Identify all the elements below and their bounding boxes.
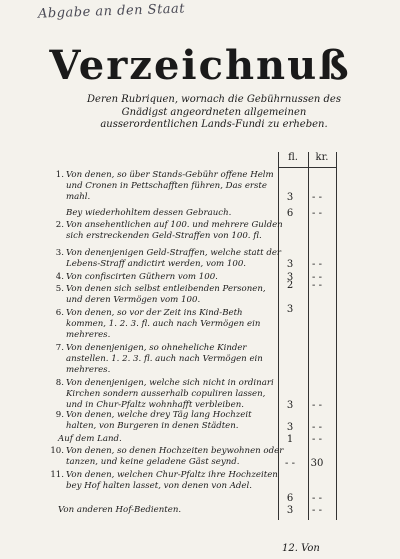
- item-number: 7.: [55, 343, 64, 353]
- item-fl: 2: [286, 280, 294, 291]
- item-number: 8.: [55, 378, 64, 388]
- item-text: Von denenjenigen Geld-Straffen, welche statt der Lebens-Straff andictirt werden, vom 100.: [66, 248, 282, 270]
- item-number: 1.: [55, 170, 64, 180]
- item-fl: 3: [286, 272, 294, 283]
- item-kr: 30: [310, 458, 324, 469]
- item-text: Von anderen Hof-Bedienten.: [58, 505, 182, 515]
- item-fl: 1: [286, 434, 294, 445]
- item-number: 9.: [55, 410, 64, 420]
- item-kr: - -: [312, 272, 322, 283]
- item-text: Von denen, so über Stands-Gebühr offene Helm und Cronen in Pettschafften führen, Das erste mahl.: [66, 170, 274, 203]
- item-fl: 3: [286, 304, 294, 315]
- item-kr: - -: [312, 192, 322, 203]
- column-divider-right: [336, 152, 337, 520]
- item-text: Von denenjenigen, welche sich nicht in ordinari Kirchen sondern ausserhalb copuliren lassen, und in Chur-Pfaltz wohnhafft verbleiben.: [66, 378, 274, 411]
- item-text: Von denen, so vor der Zeit ins Kind-Beth kommen, 1. 2. 3. fl. auch nach Vermögen ein mehreres.: [66, 308, 261, 341]
- item-kr: - -: [312, 505, 322, 516]
- column-header-kr: kr.: [315, 152, 329, 163]
- item-fl: - -: [285, 458, 295, 469]
- item-number: 5.: [55, 284, 64, 294]
- item-text: Von denen, welchen Chur-Pfaltz ihre Hochzeiten bey Hof halten lasset, von denen von Adel.: [66, 470, 278, 492]
- item-text: Auf dem Land.: [58, 434, 122, 444]
- item-text: Bey wiederhohltem dessen Gebrauch.: [66, 208, 232, 218]
- item-kr: - -: [312, 400, 322, 411]
- item-text: Von denenjenigen, so ohneheliche Kinder anstellen. 1. 2. 3. fl. auch nach Vermögen ein mehreres.: [66, 343, 263, 376]
- item-fl: 3: [286, 400, 294, 411]
- item-kr: - -: [312, 259, 322, 270]
- page-subtitle: Deren Rubriquen, wornach die Gebührnussen des Gnädigst angeordneten allgemeinen ausserordentlichen Lands-Fundi zu erheben.: [87, 94, 341, 130]
- item-text: Von denen sich selbst entleibenden Personen, und deren Vermögen vom 100.: [66, 284, 266, 306]
- handwritten-note: Abgabe an den Staat: [37, 1, 186, 22]
- item-number: 2.: [55, 220, 64, 230]
- item-text: Von denen, so denen Hochzeiten beywohnen oder tanzen, und keine geladene Gäst seynd.: [66, 446, 284, 468]
- item-fl: 3: [286, 192, 294, 203]
- item-fl: 3: [286, 259, 294, 270]
- item-fl: 6: [286, 493, 294, 504]
- item-kr: - -: [312, 280, 322, 291]
- item-kr: - -: [312, 434, 322, 445]
- item-number: 4.: [55, 272, 64, 282]
- item-number: 6.: [55, 308, 64, 318]
- item-kr: - -: [312, 208, 322, 219]
- item-text: Von denen, welche drey Täg lang Hochzeit halten, von Burgeren in denen Städten.: [66, 410, 252, 432]
- item-fl: 3: [286, 422, 294, 433]
- item-number: 3.: [55, 248, 64, 258]
- item-fl: 6: [286, 208, 294, 219]
- item-fl: 3: [286, 505, 294, 516]
- item-kr: - -: [312, 422, 322, 433]
- item-number: 10.: [50, 446, 64, 456]
- item-kr: - -: [312, 493, 322, 504]
- catchword: 12. Von: [282, 543, 320, 554]
- column-header-fl: fl.: [288, 152, 298, 163]
- item-text: Von confiscirten Güthern vom 100.: [66, 272, 218, 282]
- column-header-rule: [278, 167, 337, 168]
- item-text: Von ansehentlichen auf 100. und mehrere Gulden sich erstreckenden Geld-Straffen von 100. fl.: [66, 220, 283, 242]
- item-number: 11.: [50, 470, 64, 480]
- page-title: Verzeichnuß: [49, 42, 351, 89]
